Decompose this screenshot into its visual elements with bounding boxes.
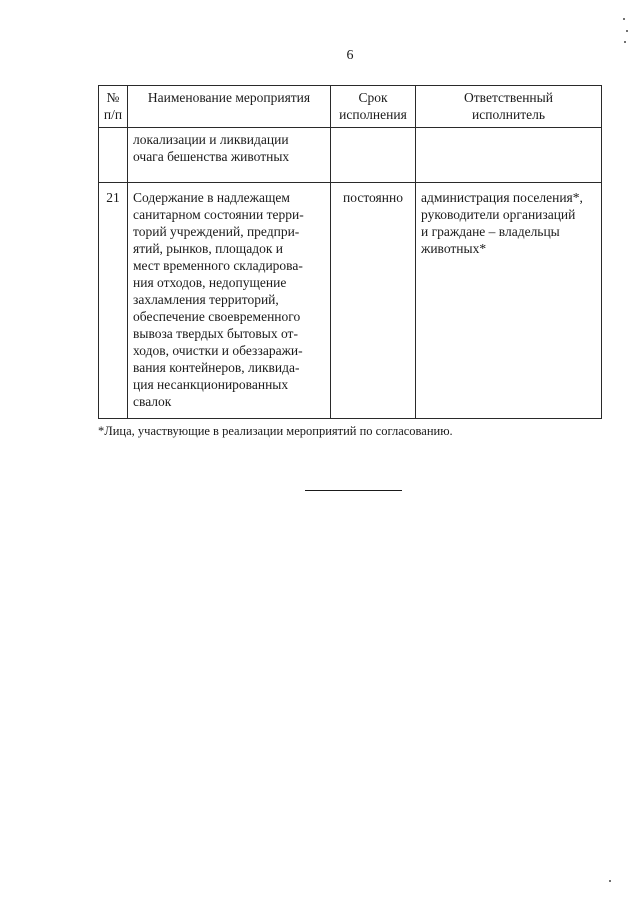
measure-name-line: локализации и ликвидации — [133, 132, 289, 147]
responsible-cell — [416, 128, 602, 183]
page-number: 6 — [346, 48, 354, 63]
responsible-line: администрация поселения*, — [421, 190, 583, 205]
scan-speck — [623, 18, 625, 20]
header-number-line: п/п — [103, 107, 123, 122]
scan-speck — [626, 30, 628, 32]
header-measure-name — [128, 86, 331, 128]
measure-name-line: обеспечение своевременного — [133, 309, 301, 324]
measure-name-line: мест временного складирова- — [133, 258, 303, 273]
scan-speck — [609, 880, 611, 882]
measure-name-line: санитарном состоянии терри- — [133, 207, 304, 222]
responsible-cell — [416, 183, 602, 419]
measure-name-cell — [128, 128, 331, 183]
responsible-line: руководители организаций — [421, 207, 576, 222]
header-responsible — [416, 86, 602, 128]
table-row — [99, 128, 602, 183]
table-row — [99, 183, 602, 419]
measure-name-line: захламления территорий, — [133, 292, 279, 307]
responsible-line: животных* — [421, 241, 487, 256]
header-term-line: Срок — [358, 90, 388, 105]
measure-name-line: ния отходов, недопущение — [133, 275, 287, 290]
measure-name-line: вания контейнеров, ликвида- — [133, 360, 300, 375]
measure-name-line: вывоза твердых бытовых от- — [133, 326, 298, 341]
row-number-cell — [99, 128, 128, 183]
header-responsible-line: Ответственный — [464, 90, 553, 105]
measure-name-line: Содержание в надлежащем — [133, 190, 290, 205]
measure-name-line: ходов, очистки и обеззаражи- — [133, 343, 303, 358]
measure-name-line: очага бешенства животных — [133, 149, 290, 164]
header-number-line: № — [106, 90, 120, 105]
header-number — [99, 86, 128, 128]
footnote: *Лица, участвующие в реализации мероприятий по согласованию. — [98, 424, 453, 438]
measure-name-cell — [128, 183, 331, 419]
header-term-line: исполнения — [339, 107, 407, 122]
scan-speck — [624, 41, 626, 43]
measure-name-line: торий учреждений, предпри- — [133, 224, 300, 239]
header-term — [331, 86, 416, 128]
table-header-row — [99, 86, 602, 128]
header-responsible-line: исполнитель — [472, 107, 545, 122]
term-cell — [331, 128, 416, 183]
measure-name-line: ция несанкционированных — [133, 377, 289, 392]
measures-table — [98, 85, 602, 419]
measure-name-line: свалок — [133, 394, 172, 409]
term-cell: постоянно — [331, 183, 416, 419]
header-measure-name-text: Наименование мероприятия — [147, 90, 311, 105]
closing-divider — [305, 490, 402, 491]
row-number-cell: 21 — [99, 183, 128, 419]
measure-name-line: ятий, рынков, площадок и — [133, 241, 283, 256]
responsible-line: и граждане – владельцы — [421, 224, 560, 239]
